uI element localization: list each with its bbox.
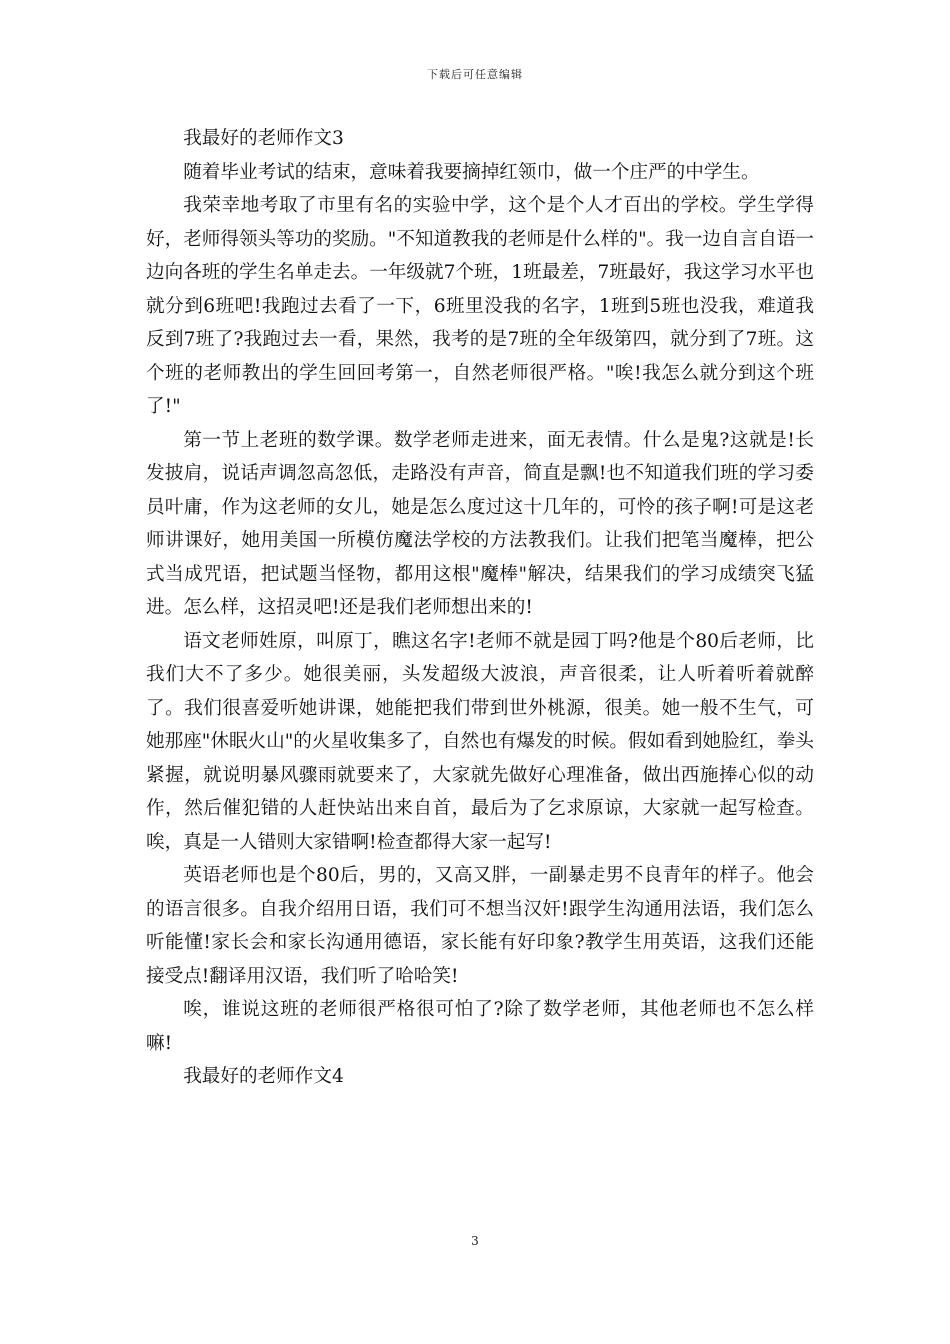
document-body [146, 122, 814, 1094]
paragraph-2: 我荣幸地考取了市里有名的实验中学，这个是个人才百出的学校。学生学得好，老师得领头等功的奖励。"不知道教我的老师是什么样的"。我一边自言自语一边向各班的学生名单走去。一年级就7个班，1班最差，7班最好，我这学习水平也就分到6班吧!我跑过去看了一下，6班里没我的名字，1班到5班也没我，难道我反到7班了?我跑过去一看，果然，我考的是7班的全年级第四，就分到了7班。这个班的老师教出的学生回回考第一，自然老师很严格。"唉!我怎么就分到这个班了!" [146, 195, 814, 417]
paragraph-3: 第一节上老班的数学课。数学老师走进来，面无表情。什么是鬼?这就是!长发披肩，说话声调忽高忽低，走路没有声音，简直是飘!也不知道我们班的学习委员叶庸，作为这老师的女儿，她是怎么度过这十几年的，可怜的孩子啊!可是这老师讲课好，她用美国一所模仿魔法学校的方法教我们。让我们把笔当魔棒，把公式当成咒语，把试题当怪物，都用这根"魔棒"解决，结果我们的学习成绩突飞猛进。怎么样，这招灵吧!还是我们老师想出来的! [146, 429, 814, 618]
page-header: 下载后可任意编辑 [427, 68, 523, 81]
paragraph-5: 英语老师也是个80后，男的，又高又胖，一副暴走男不良青年的样子。他会的语言很多。自我介绍用日语，我们可不想当汉奸!跟学生沟通用法语，我们怎么听能懂!家长会和家长沟通用德语，家长能有好印象?教学生用英语，这我们还能接受点!翻译用汉语，我们听了哈哈笑! [146, 865, 814, 987]
essay-title-3: 我最好的老师作文3 [183, 128, 344, 149]
essay-title-4: 我最好的老师作文4 [183, 1066, 344, 1087]
page-number: 3 [471, 1234, 479, 1248]
paragraph-6: 唉，谁说这班的老师很严格很可怕了?除了数学老师，其他老师也不怎么样嘛! [146, 999, 814, 1054]
paragraph-1: 随着毕业考试的结束，意味着我要摘掉红领巾，做一个庄严的中学生。 [183, 161, 760, 183]
paragraph-4: 语文老师姓原，叫原丁，瞧这名字!老师不就是园丁吗?他是个80后老师，比我们大不了多少。她很美丽，头发超级大波浪，声音很柔，让人听着听着就醉了。我们很喜爱听她讲课，她能把我们带到世外桃源，很美。她一般不生气，可她那座"休眠火山"的火星收集多了，自然也有爆发的时候。假如看到她脸红，拳头紧握，就说明暴风骤雨就要来了，大家就先做好心理准备，做出西施捧心似的动作，然后催犯错的人赶快站出来自首，最后为了乞求原谅，大家就一起写检查。唉，真是一人错则大家错啊!检查都得大家一起写! [146, 630, 814, 853]
